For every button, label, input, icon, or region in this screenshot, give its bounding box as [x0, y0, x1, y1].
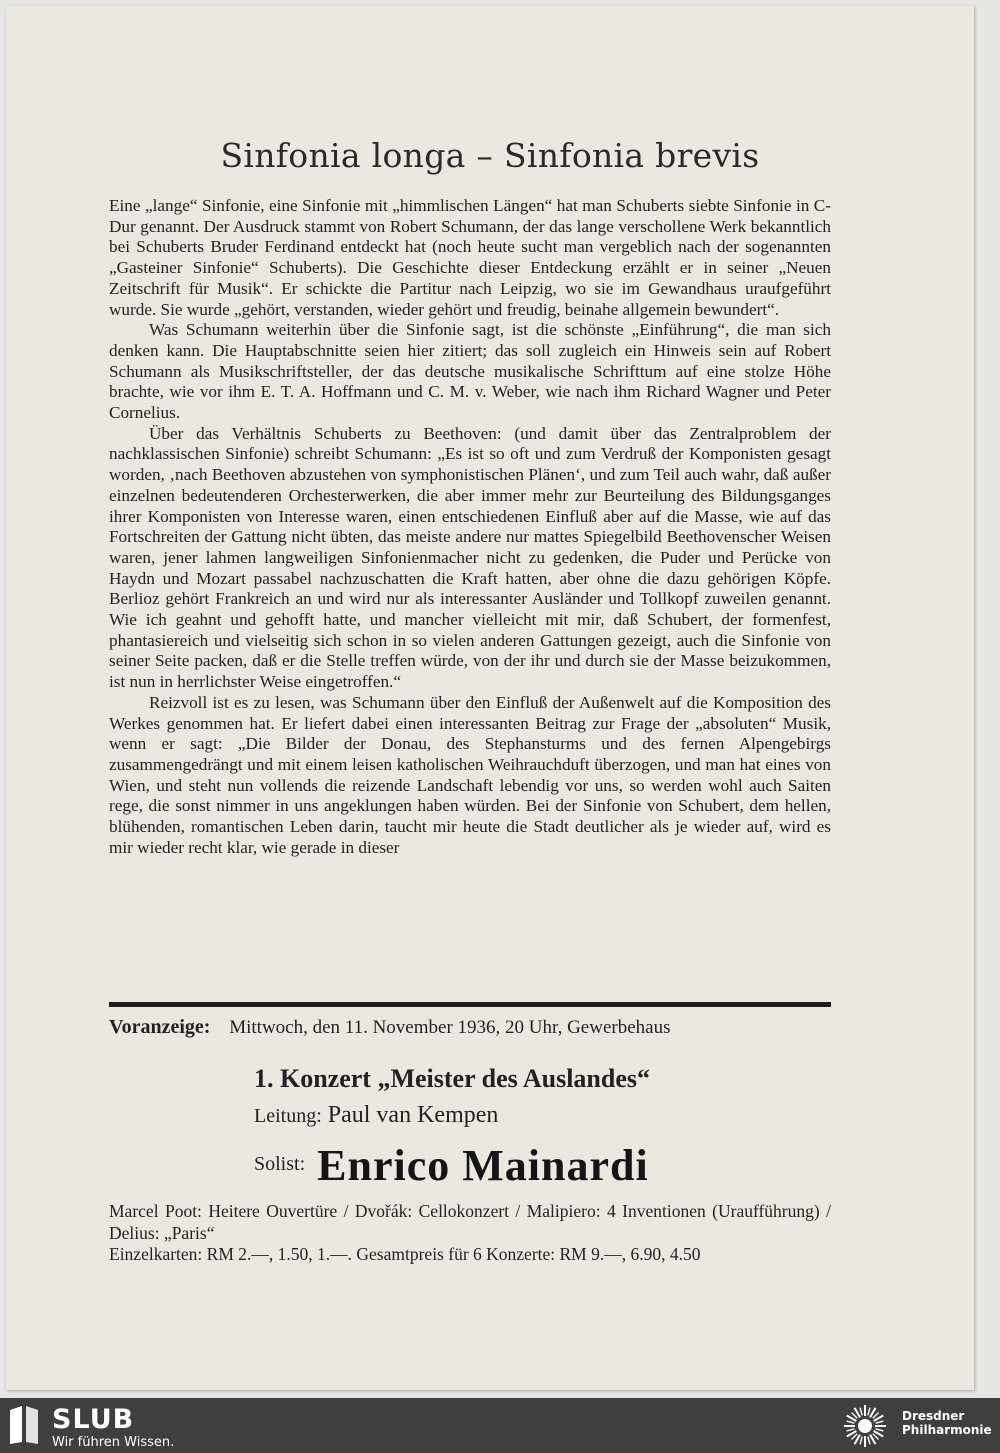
soloist-line: [254, 1140, 649, 1191]
page-title: Sinfonia longa – Sinfonia brevis: [220, 136, 760, 175]
program-list: Marcel Poot: Heitere Ouvertüre / Dvořák: Cellokonzert / Malipiero: 4 Inventionen (Uraufführung) / Delius: „Paris“: [109, 1201, 831, 1243]
library-name: SLUB: [52, 1404, 135, 1435]
paragraph-2: Was Schumann weiterhin über die Sinfonie sagt, ist die schönste „Einführung“, die man sich denken kann. Die Hauptabschnitte seien hier zitiert; das soll zugleich ein Hinweis sein auf Robert Schumann als Musikschriftsteller, der das deutsche musikalische Schrifttum auf eine stolze Höhe brachte, wie vor ihm E. T. A. Hoffmann und C. M. v. Weber, wie nach ihm Richard Wagner und Peter Cornelius.: [109, 320, 831, 423]
orchestra-name-line2: Philharmonie: [902, 1423, 992, 1437]
philharmonie-logo-icon: [842, 1403, 888, 1449]
concert-title: 1. Konzert „Meister des Auslandes“: [254, 1064, 650, 1093]
announcement-date-line: [109, 1016, 831, 1039]
footer-bar: [0, 1398, 1000, 1453]
orchestra-name: [902, 1409, 992, 1437]
conductor-name: Paul van Kempen: [327, 1102, 499, 1128]
concert-announcement: [109, 1016, 831, 1264]
announcement-label: Voranzeige:: [109, 1016, 211, 1038]
orchestra-name-line1: Dresdner: [902, 1409, 965, 1423]
slub-logo-icon: [8, 1404, 40, 1446]
article-body: [109, 196, 831, 859]
library-tagline: Wir führen Wissen.: [52, 1435, 175, 1450]
document-page: [6, 6, 974, 1390]
conductor-line: [254, 1102, 498, 1129]
paragraph-4: Reizvoll ist es zu lesen, was Schumann über den Einfluß der Außenwelt auf die Komposition des Werkes genommen hat. Er liefert dabei einen interessanten Beitrag zur Frage der „absoluten“ Musik, wenn er sagt: „Die Bilder der Donau, des Stephansturms und des fernen Alpengebirgs zusammengedrängt und mit einem leisen katholischen Weihrauchduft überzogen, und man hat eines von Wien, und steht nun vollends die reizende Landschaft lebendig vor uns, so werden wohl auch Saiten rege, die sonst nimmer in uns angeklungen haben würden. Bei der Sinfonie von Schubert, dem hellen, blühenden, romantischen Leben darin, taucht mir heute die Stadt deutlicher als je wieder auf, wird es mir wieder recht klar, wie gerade in dieser: [109, 692, 831, 857]
soloist-name: Enrico Mainardi: [317, 1141, 649, 1190]
paragraph-1: Eine „lange“ Sinfonie, eine Sinfonie mit „himmlischen Längen“ hat man Schuberts siebte Sinfonie in C-Dur genannt. Der Ausdruck stammt von Robert Schumann, der das lange verschollene Werk bekanntlich bei Schuberts Bruder Ferdinand entdeckt hat (noch heute sucht man vergeblich nach der sogenannten „Gasteiner Sinfonie“ Schuberts). Die Geschichte dieser Entdeckung erzählt er in seiner „Neuen Zeitschrift für Musik“. Er schickte die Partitur nach Leipzig, wo sie im Gewandhaus uraufgeführt wurde. Sie wurde „gehört, verstanden, wieder gehört und freudig, beinahe allgemein bewundert“.: [109, 196, 831, 319]
soloist-label: Solist:: [254, 1153, 306, 1175]
ticket-prices: Einzelkarten: RM 2.—, 1.50, 1.—. Gesamtpreis für 6 Konzerte: RM 9.—, 6.90, 4.50: [109, 1244, 701, 1264]
conductor-label: Leitung:: [254, 1105, 322, 1127]
announcement-date: Mittwoch, den 11. November 1936, 20 Uhr, Gewerbehaus: [229, 1017, 671, 1038]
section-divider: [109, 1002, 831, 1007]
paragraph-3: Über das Verhältnis Schuberts zu Beethoven: (und damit über das Zentralproblem der nachklassischen Sinfonie) schreibt Schumann: „Es ist so oft und zum Verdruß der Komponisten gesagt worden, ‚nach Beethoven abzustehen von symphonistischen Plänen‘, und zum Teil auch wahr, daß außer einzelnen bedeutenderen Orchesterwerken, die aber immer mehr zur Beurteilung des Bildungsganges ihrer Komponisten von Interesse waren, einen entschiedenen Einfluß aber auf die Masse, wie auf das Fortschreiten der Gattung nicht übten, das meiste andere nur mattes Spiegelbild Beethovenscher Weisen waren, jener lahmen langweiligen Sinfonienmacher nicht zu gedenken, die Puder und Perücke von Haydn und Mozart passabel nachzuschatten die Kraft hatten, aber ohne die dazu gehörigen Köpfe. Berlioz gehört Frankreich an und wird nur als interessanter Ausländer und Tollkopf zuweilen genannt. Wie ich geahnt und gehofft hatte, und mancher vielleicht mit mir, daß Schubert, der formenfest, phantasiereich und vielseitig sich schon in so vielen anderen Gattungen gezeigt, auch die Sinfonie von seiner Seite packen, daß er die Stelle treffen würde, von der ihr und durch sie der Masse beizukommen, ist nun in herrlichster Weise eingetroffen.“: [109, 423, 831, 692]
